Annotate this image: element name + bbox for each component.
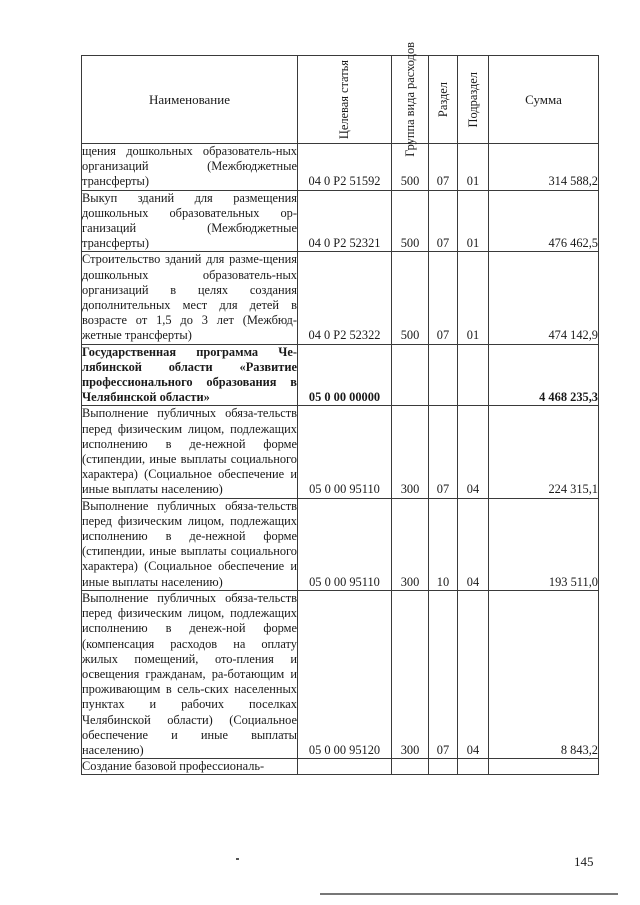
cell-target (298, 759, 392, 775)
cell-section: 10 (429, 498, 458, 590)
cell-target: 04 0 P2 51592 (298, 144, 392, 191)
table-body (82, 144, 599, 775)
cell-subsection (458, 344, 489, 406)
cell-target: 05 0 00 95110 (298, 498, 392, 590)
cell-section: 07 (429, 590, 458, 758)
cell-sum: 314 588,2 (489, 144, 599, 191)
cell-name: Создание базовой профессиональ- (82, 759, 298, 775)
table-row (82, 344, 599, 406)
cell-sum: 474 142,9 (489, 252, 599, 344)
cell-sum: 4 468 235,3 (489, 344, 599, 406)
cell-group: 300 (392, 406, 429, 498)
header-section: Раздел (435, 81, 450, 118)
cell-name: Выкуп зданий для размещения дошкольных образовательных ор-ганизаций (Межбюджетные трансферты) (82, 190, 297, 251)
table-header-row (82, 56, 599, 144)
cell-target: 04 0 P2 52321 (298, 190, 392, 252)
table-row (82, 590, 599, 758)
cell-sum: 476 462,5 (489, 190, 599, 252)
cell-section: 07 (429, 144, 458, 191)
cell-group: 500 (392, 252, 429, 344)
cell-name: Выполнение публичных обяза-тельств перед физическим лицом, подлежащих исполнению в денеж-ной форме (компенсация расходов на оплату жилых помещений, ото-пления и освещения гражданам, ра-ботающим и проживающим в сель-ских населенных пунктах и рабочих поселках Челябинской области) (Социальное обеспечение и иные выплаты населению) (82, 590, 297, 757)
cell-section: 07 (429, 252, 458, 344)
cell-name: Выполнение публичных обяза-тельств перед физическим лицом, подлежащих исполнению в де-нежной форме (стипендии, иные выплаты социального характера) (Социальное обеспечение и иные выплаты населению) (82, 406, 297, 497)
cell-section (429, 759, 458, 775)
cell-sum: 8 843,2 (489, 590, 599, 758)
cell-subsection: 01 (458, 190, 489, 252)
cell-name: Выполнение публичных обяза-тельств перед физическим лицом, подлежащих исполнению в де-нежной форме (стипендии, иные выплаты социального характера) (Социальное обеспечение и иные выплаты населению) (82, 498, 297, 589)
cell-subsection: 04 (458, 498, 489, 590)
header-section-cell (429, 56, 458, 144)
cell-target: 05 0 00 95120 (298, 590, 392, 758)
cell-subsection: 01 (458, 144, 489, 191)
header-target-cell (298, 56, 392, 144)
cell-sum (489, 759, 599, 775)
cell-group: 500 (392, 144, 429, 191)
cell-group (392, 759, 429, 775)
cell-section: 07 (429, 406, 458, 498)
header-target: Целевая статья (337, 59, 351, 140)
header-sum: Сумма (489, 56, 599, 144)
cell-sum: 224 315,1 (489, 406, 599, 498)
cell-group (392, 344, 429, 406)
cell-target: 04 0 P2 52322 (298, 252, 392, 344)
header-group: Группа вида расходов (402, 42, 417, 157)
header-subsection: Подраздел (465, 71, 480, 128)
cell-target: 05 0 00 95110 (298, 406, 392, 498)
cell-name: Государственная программа Че-лябинской области «Развитие профессионального образования в Челябинской области» (82, 344, 297, 405)
budget-table (81, 42, 599, 775)
cell-subsection: 04 (458, 406, 489, 498)
cell-subsection (458, 759, 489, 775)
cell-group: 300 (392, 498, 429, 590)
cell-name: Строительство зданий для разме-щения дошкольных образователь-ных организаций в целях создания дополнительных мест для детей в возрасте от 1,5 до 3 лет (Межбюд-жетные трансферты) (82, 252, 297, 343)
table-row (82, 144, 599, 191)
cell-sum: 193 511,0 (489, 498, 599, 590)
table-row (82, 252, 599, 344)
table-row (82, 190, 599, 252)
header-subsection-cell (458, 56, 489, 144)
cell-subsection: 04 (458, 590, 489, 758)
header-name: Наименование (82, 56, 298, 144)
table-row (82, 406, 599, 498)
table-row (82, 498, 599, 590)
cell-name: щения дошкольных образователь-ных организаций (Межбюджетные трансферты) (82, 144, 297, 189)
table-row (82, 759, 599, 775)
scan-mark (236, 858, 239, 860)
cell-section: 07 (429, 190, 458, 252)
cell-group: 500 (392, 190, 429, 252)
bottom-rule (320, 893, 618, 895)
header-group-cell (392, 42, 429, 157)
cell-group: 300 (392, 590, 429, 758)
cell-section (429, 344, 458, 406)
cell-target: 05 0 00 00000 (298, 344, 392, 406)
cell-subsection: 01 (458, 252, 489, 344)
page-number: 145 (574, 854, 594, 869)
